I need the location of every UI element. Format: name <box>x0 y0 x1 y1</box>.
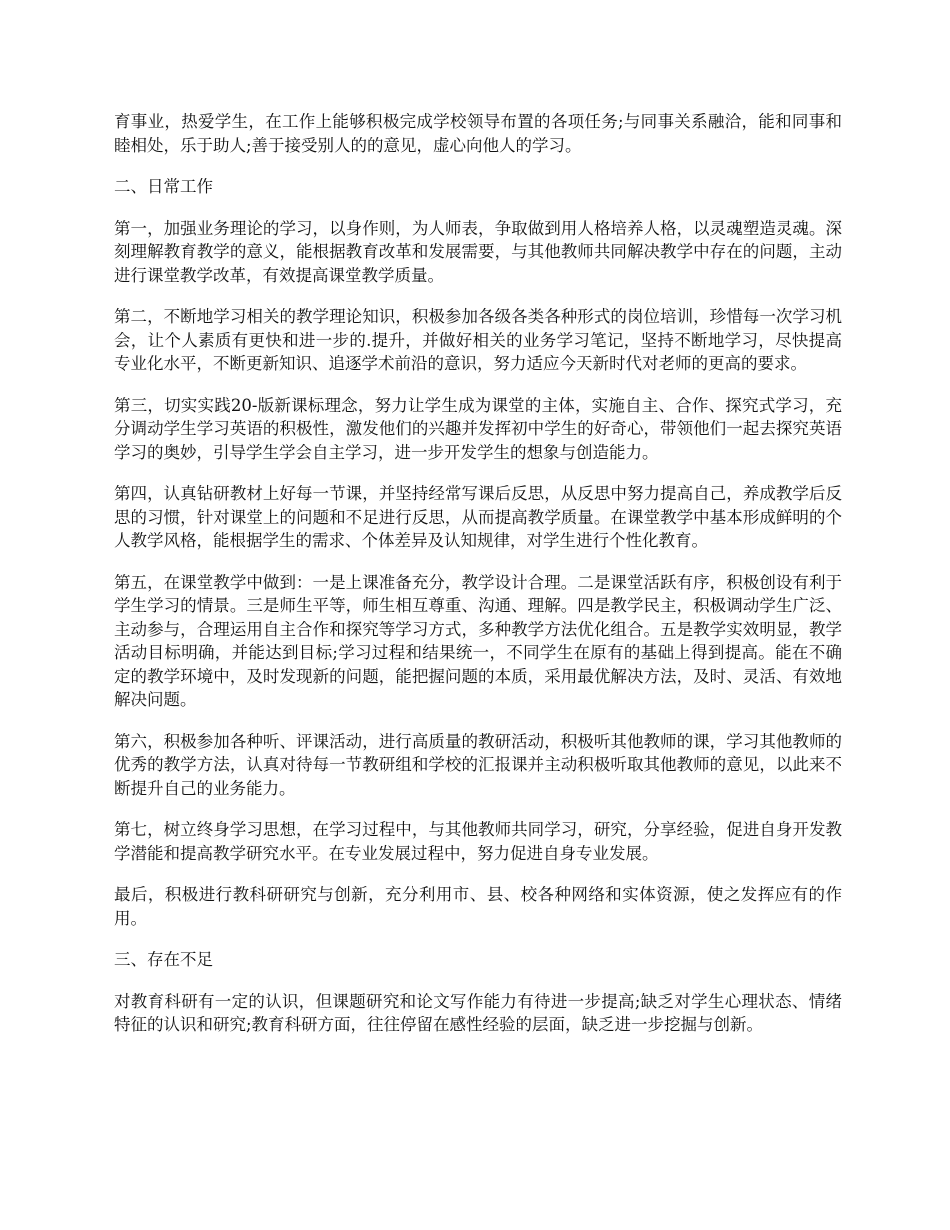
paragraph-seventh: 第七，树立终身学习思想，在学习过程中，与其他教师共同学习，研究，分享经验，促进自身开发教学潜能和提高教学研究水平。在专业发展过程中，努力促进自身专业发展。 <box>114 820 842 863</box>
section-heading-shortcomings: 三、存在不足 <box>114 950 213 969</box>
paragraph-fourth: 第四，认真钻研教材上好每一节课，并坚持经常写课后反思，从反思中努力提高自己，养成教学后反思的习惯，针对课堂上的问题和不足进行反思，从而提高教学质量。在课堂教学中基本形成鲜明的个人教学风格，能根据学生的需求、个体差异及认知规律，对学生进行个性化教育。 <box>114 484 842 550</box>
paragraph-shortcomings: 对教育科研有一定的认识，但课题研究和论文写作能力有待进一步提高;缺乏对学生心理状态、情绪特征的认识和研究;教育科研方面，往往停留在感性经验的层面，缺乏进一步挖掘与创新。 <box>114 991 842 1034</box>
paragraph-second: 第二，不断地学习相关的教学理论知识，积极参加各级各类各种形式的岗位培训，珍惜每一次学习机会，让个人素质有更快和进一步的.提升，并做好相关的业务学习笔记，坚持不断地学习，尽快提高专业化水平，不断更新知识、追逐学术前沿的意识，努力适应今天新时代对老师的更高的要求。 <box>114 307 842 373</box>
paragraph-finally: 最后，积极进行教科研研究与创新，充分利用市、县、校各种网络和实体资源，使之发挥应有的作用。 <box>114 885 842 928</box>
paragraph-first: 第一，加强业务理论的学习，以身作则，为人师表，争取做到用人格培养人格，以灵魂塑造灵魂。深刻理解教育教学的意义，能根据教育改革和发展需要，与其他教师共同解决教学中存在的问题，主动进行课堂教学改革，有效提高课堂教学质量。 <box>114 218 842 285</box>
section-heading-daily-work: 二、日常工作 <box>114 177 213 196</box>
paragraph-sixth: 第六，积极参加各种听、评课活动，进行高质量的教研活动，积极听其他教师的课，学习其他教师的优秀的教学方法，认真对待每一节教研组和学校的汇报课并主动积极听取其他教师的意见，以此来不断提升自己的业务能力。 <box>114 731 842 798</box>
paragraph-intro-continued: 育事业，热爱学生，在工作上能够积极完成学校领导布置的各项任务;与同事关系融洽，能和同事和睦相处，乐于助人;善于接受别人的的意见，虚心向他人的学习。 <box>114 112 842 155</box>
paragraph-fifth: 第五，在课堂教学中做到：一是上课准备充分，教学设计合理。二是课堂活跃有序，积极创设有利于学生学习的情景。三是师生平等，师生相互尊重、沟通、理解。四是教学民主，积极调动学生广泛、主动参与，合理运用自主合作和探究等学习方式，多种教学方法优化组合。五是教学实效明显，教学活动目标明确，并能达到目标;学习过程和结果统一，不同学生在原有的基础上得到提高。能在不确定的教学环境中，及时发现新的问题，能把握问题的本质，采用最优解决方法，及时、灵活、有效地解决问题。 <box>114 572 842 709</box>
document-page <box>114 110 842 1055</box>
paragraph-third: 第三，切实实践20-版新课标理念，努力让学生成为课堂的主体，实施自主、合作、探究式学习，充分调动学生学习英语的积极性，激发他们的兴趣并发挥初中学生的好奇心，带领他们一起去探究英语学习的奥妙，引导学生学会自主学习，进一步开发学生的想象与创造能力。 <box>114 395 842 462</box>
